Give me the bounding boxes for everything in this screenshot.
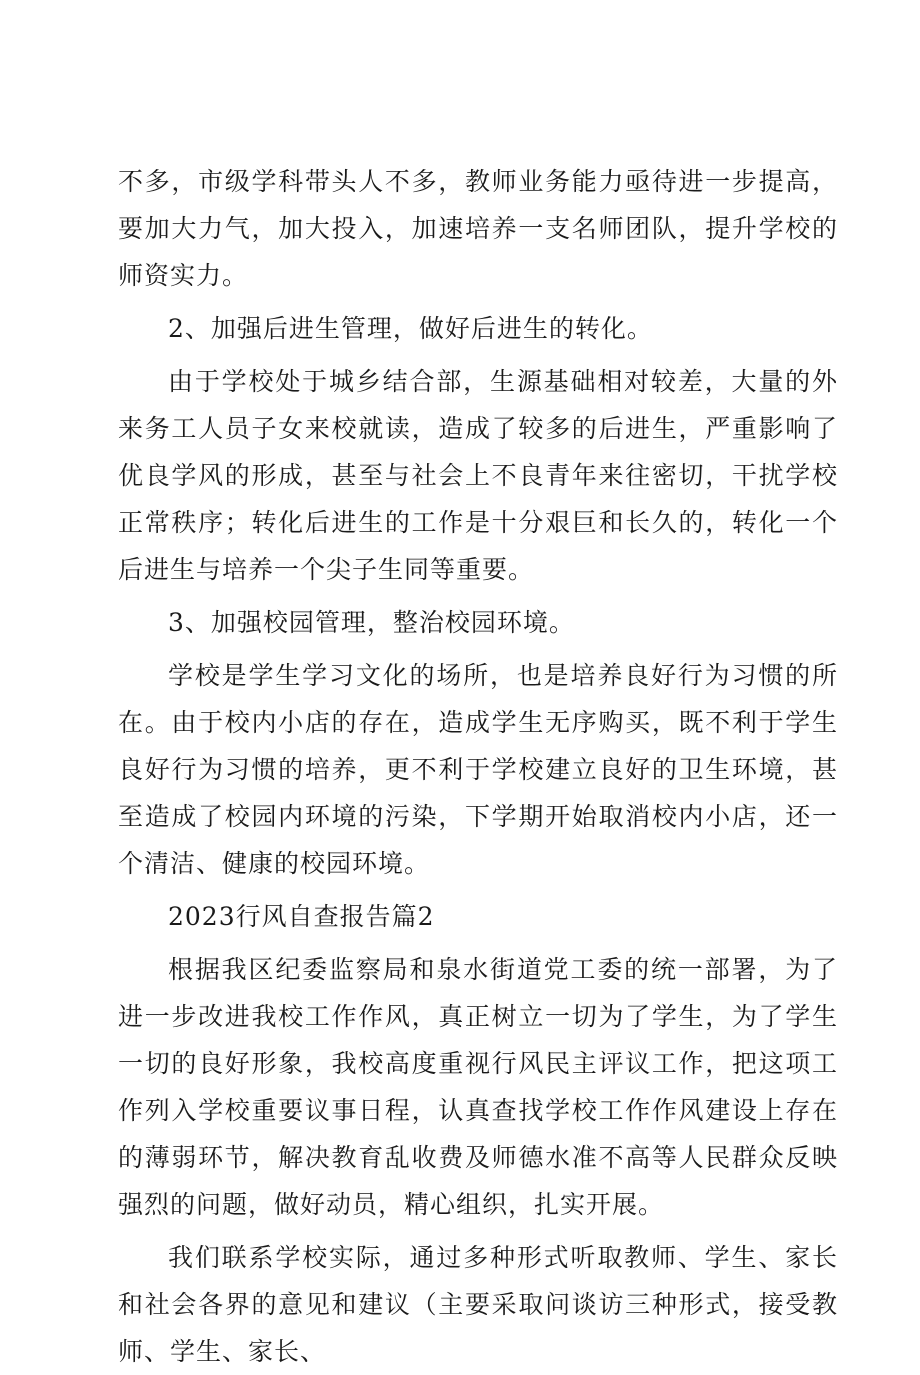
section-heading-2: 2、加强后进生管理，做好后进生的转化。 (168, 314, 653, 343)
paragraph-3: 由于学校处于城乡结合部，生源基础相对较差，大量的外来务工人员子女来校就读，造成了较多的后进生，严重影响了优良学风的形成，甚至与社会上不良青年来往密切，干扰学校正常秩序；转化后进生的工作是十分艰巨和长久的，转化一个后进生与培养一个尖子生同等重要。 (118, 367, 838, 584)
paragraph-8: 我们联系学校实际，通过多种形式听取教师、学生、家长和社会各界的意见和建议（主要采取问谈访三种形式，接受教师、学生、家长、 (118, 1243, 838, 1366)
report-title-2: 2023行风自查报告篇2 (168, 902, 435, 931)
paragraph-7: 根据我区纪委监察局和泉水街道党工委的统一部署，为了进一步改进我校工作作风，真正树立一切为了学生，为了学生一切的良好形象，我校高度重视行风民主评议工作，把这项工作列入学校重要议事日程，认真查找学校工作作风建设上存在的薄弱环节，解决教育乱收费及师德水准不高等人民群众反映强烈的问题，做好动员，精心组织，扎实开展。 (118, 955, 838, 1219)
section-heading-3: 3、加强校园管理，整治校园环境。 (168, 608, 575, 637)
paragraph-5: 学校是学生学习文化的场所，也是培养良好行为习惯的所在。由于校内小店的存在，造成学生无序购买，既不利于学生良好行为习惯的培养，更不利于学校建立良好的卫生环境，甚至造成了校园内环境的污染，下学期开始取消校内小店，还一个清洁、健康的校园环境。 (118, 661, 838, 878)
paragraph-1: 不多，市级学科带头人不多，教师业务能力亟待进一步提高，要加大力气，加大投入，加速培养一支名师团队，提升学校的师资实力。 (118, 167, 838, 290)
